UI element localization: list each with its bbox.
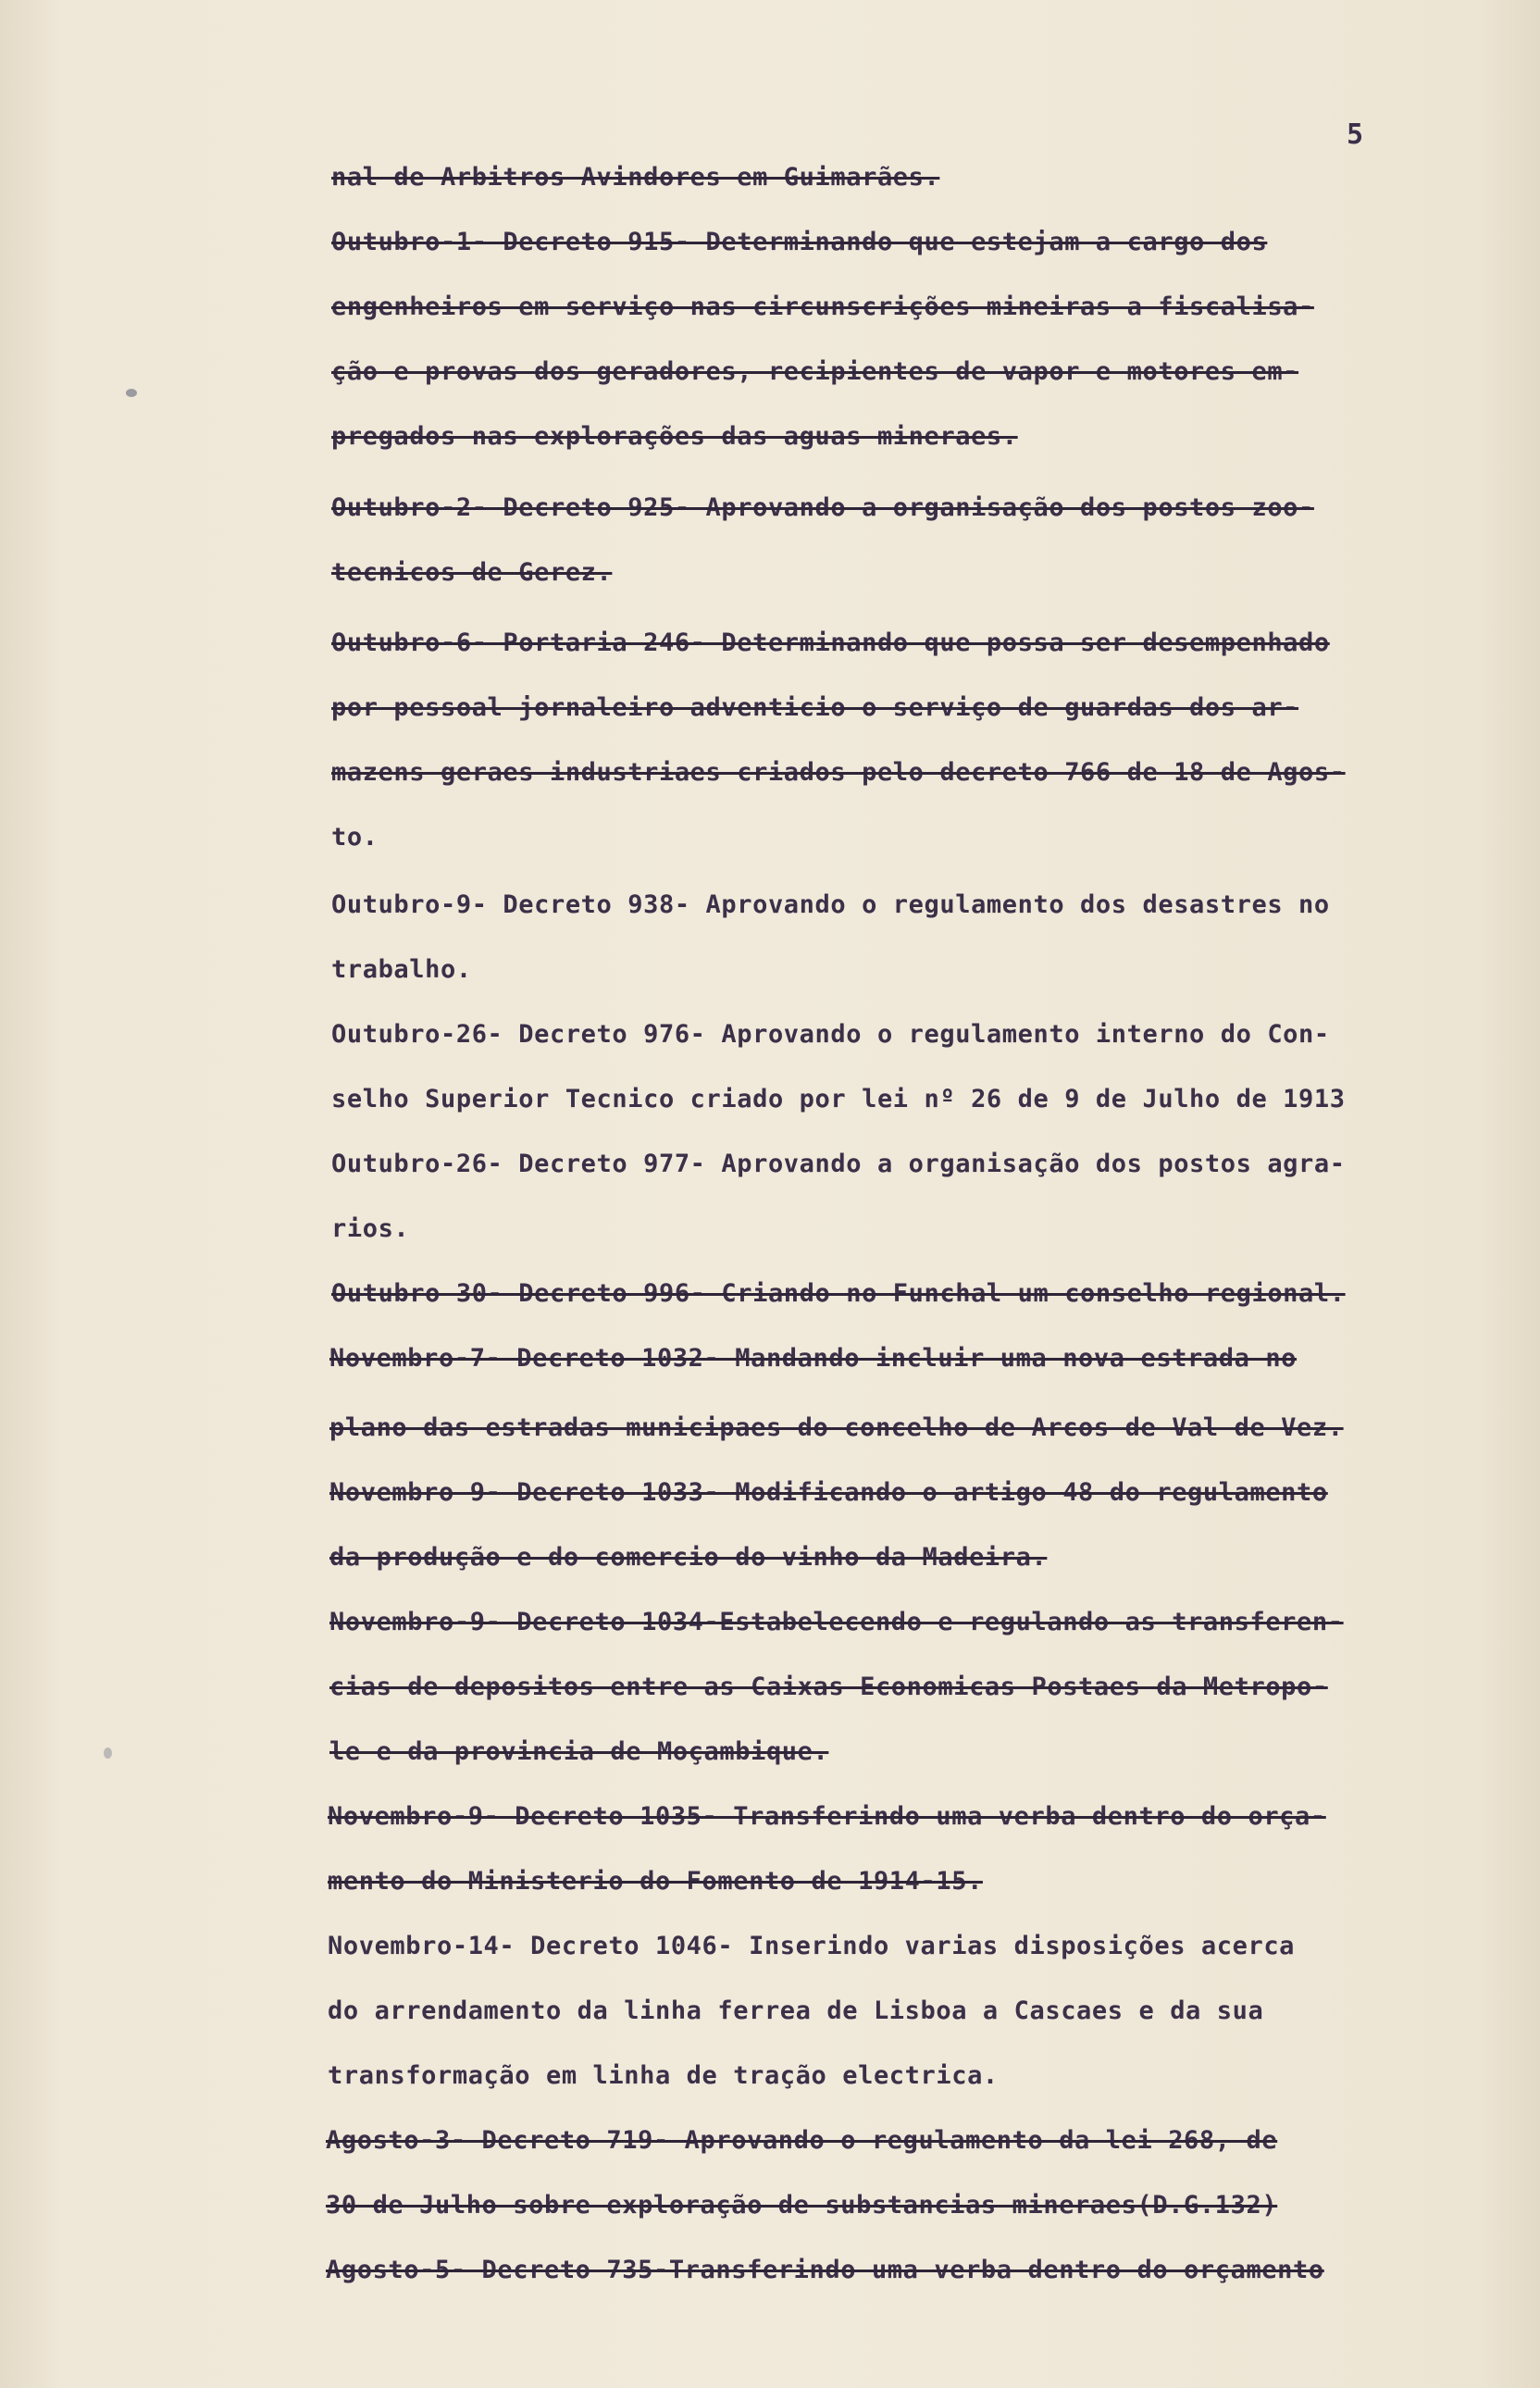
text-line: [329, 1608, 1344, 1636]
text-line: [331, 1020, 1330, 1049]
text-line: [331, 1085, 1346, 1113]
text-line: [331, 890, 1330, 919]
text-line-content: da produção e do comercio do vinho da Madeira.: [329, 1543, 1048, 1572]
text-line-content: to.: [331, 823, 379, 852]
text-line-content: Novembro-9- Decreto 1035- Transferindo uma verba dentro do orça-: [328, 1802, 1326, 1831]
text-line-content: mazens geraes industriaes criados pelo decreto 766 de 18 de Agos-: [331, 758, 1346, 787]
text-line: [329, 1673, 1328, 1701]
text-line-content: Agosto-3- Decreto 719- Aprovando o regulamento da lei 268, de: [326, 2126, 1278, 2155]
text-line: [326, 2126, 1277, 2155]
text-line-content: ção e provas dos geradores, recipientes de vapor e motores em-: [331, 357, 1299, 386]
text-line-content: Outubro-2- Decreto 925- Aprovando a organisação dos postos zoo-: [331, 493, 1314, 522]
text-line: [331, 1150, 1346, 1178]
text-line-content: le e da provincia de Moçambique.: [329, 1737, 829, 1766]
text-line-content: Novembro-9- Decreto 1034-Estabelecendo e regulando as transferen-: [329, 1608, 1344, 1636]
text-line-content: Outubro-9- Decreto 938- Aprovando o regulamento dos desastres no: [331, 890, 1330, 919]
text-line-content: trabalho.: [331, 955, 472, 984]
text-line: [328, 2061, 999, 2090]
text-line: [329, 1478, 1328, 1507]
text-line: [331, 292, 1314, 321]
text-line: [328, 1867, 983, 1896]
text-line-content: mento do Ministerio do Fomento de 1914-15.: [328, 1867, 983, 1896]
text-line: [331, 1279, 1346, 1308]
text-line: [331, 228, 1267, 256]
text-line: [331, 163, 939, 192]
text-line: [329, 1344, 1297, 1373]
text-line: [331, 558, 612, 587]
text-line: [329, 1543, 1047, 1572]
text-line-content: Outubro-26- Decreto 976- Aprovando o regulamento interno do Con-: [331, 1020, 1330, 1049]
text-line: [331, 493, 1314, 522]
text-line-content: 30 de Julho sobre exploração de substancias mineraes(D.G.132): [326, 2191, 1278, 2220]
text-line-content: Outubro-26- Decreto 977- Aprovando a organisação dos postos agra-: [331, 1150, 1346, 1178]
text-line-content: cias de depositos entre as Caixas Economicas Postaes da Metropo-: [329, 1673, 1328, 1701]
text-line-content: nal de Arbitros Avindores em Guimarães.: [331, 163, 940, 192]
text-line-content: tecnicos de Gerez.: [331, 558, 613, 587]
text-line: [331, 955, 472, 984]
text-line: [331, 628, 1330, 657]
text-line-content: Outubro-1- Decreto 915- Determinando que estejam a cargo dos: [331, 228, 1268, 256]
text-line-content: Agosto-5- Decreto 735-Transferindo uma verba dentro do orçamento: [326, 2256, 1324, 2284]
text-line: [328, 1996, 1263, 2025]
text-line: [331, 758, 1346, 787]
text-line: [331, 422, 1018, 451]
text-line: [329, 1737, 828, 1766]
text-line-content: selho Superior Tecnico criado por lei nº 26 de 9 de Julho de 1913: [331, 1085, 1346, 1113]
text-line-content: Outubro 30- Decreto 996- Criando no Funchal um conselho regional.: [331, 1279, 1346, 1308]
text-line-content: rios.: [331, 1214, 410, 1243]
text-line-content: Outubro-6- Portaria 246- Determinando que possa ser desempenhado: [331, 628, 1330, 657]
text-line-content: Novembro 9- Decreto 1033- Modificando o artigo 48 do regulamento: [329, 1478, 1328, 1507]
text-line-content: do arrendamento da linha ferrea de Lisboa a Cascaes e da sua: [328, 1996, 1264, 2025]
text-line-content: engenheiros em serviço nas circunscrições mineiras a fiscalisa-: [331, 292, 1314, 321]
text-line-content: pregados nas explorações das aguas mineraes.: [331, 422, 1018, 451]
text-line-content: transformação em linha de tração electrica.: [328, 2061, 999, 2090]
text-line-content: plano das estradas municipaes do concelho de Arcos de Val de Vez.: [329, 1413, 1344, 1442]
text-line-content: Novembro-14- Decreto 1046- Inserindo varias disposições acerca: [328, 1932, 1296, 1960]
text-line: [331, 823, 379, 852]
text-line-content: Novembro-7- Decreto 1032- Mandando incluir uma nova estrada no: [329, 1344, 1298, 1373]
text-line: [328, 1932, 1295, 1960]
text-line: [329, 1413, 1344, 1442]
page-number: 5: [1347, 118, 1364, 151]
text-line: [331, 357, 1298, 386]
text-line: [328, 1802, 1326, 1831]
text-line: [331, 1214, 409, 1243]
text-line: [326, 2191, 1277, 2220]
text-line: [331, 693, 1298, 722]
text-line: [326, 2256, 1324, 2284]
text-line-content: por pessoal jornaleiro adventicio o serviço de guardas dos ar-: [331, 693, 1299, 722]
